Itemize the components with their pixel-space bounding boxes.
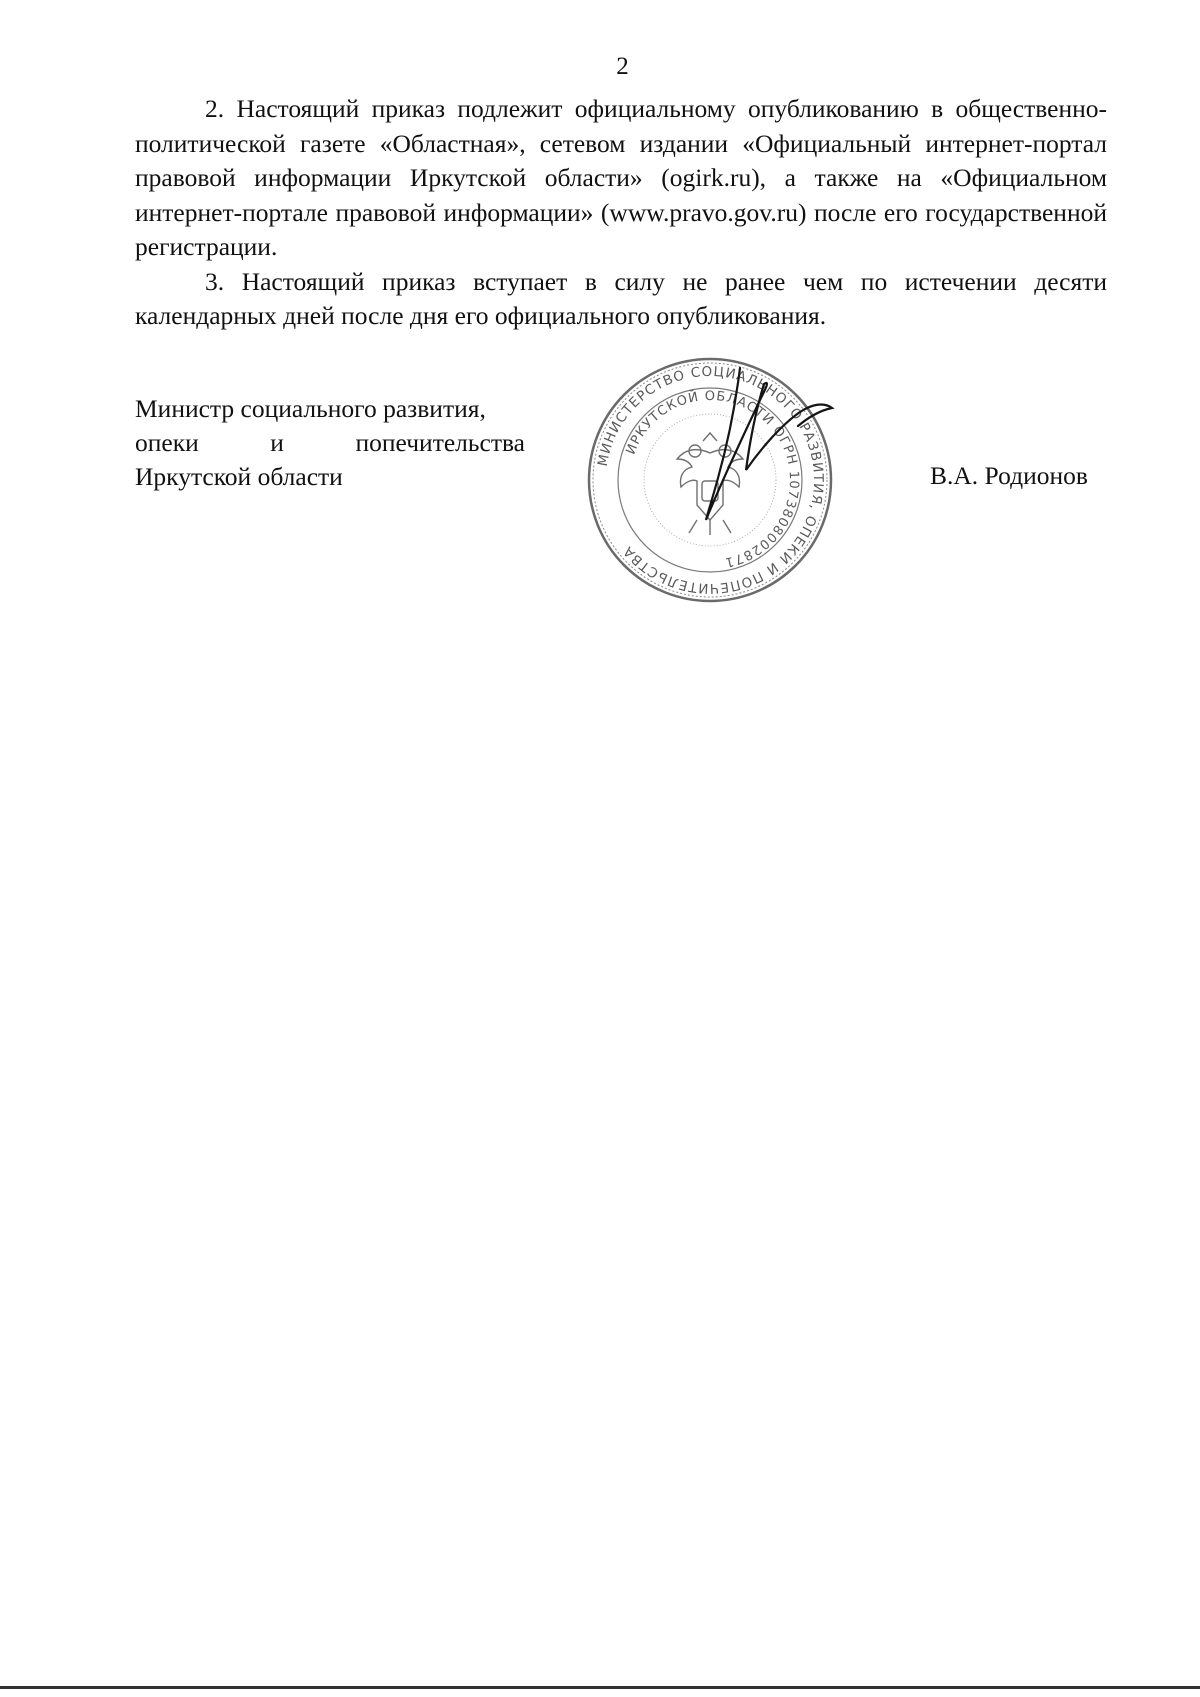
- page-number: 2: [616, 53, 629, 80]
- signer-name: В.А. Родионов: [930, 461, 1088, 490]
- signer-title-line: Иркутской области: [135, 462, 343, 491]
- seal-inner-text: ИРКУТСКОЙ ОБЛАСТИ ОГРН 1073808002871: [623, 388, 802, 570]
- signer-title: [135, 392, 525, 494]
- document-body: [135, 92, 1107, 334]
- signer-title-line: опеки и попечительства: [135, 428, 525, 457]
- seal-outer-text: МИНИСТЕРСТВО СОЦИАЛЬНОГО РАЗВИТИЯ, ОПЕКИ И ПОПЕЧИТЕЛЬСТВА: [594, 363, 827, 597]
- bottom-rule: [0, 1686, 1200, 1689]
- signature-icon: [700, 360, 860, 530]
- paragraph-effective-date: 3. Настоящий приказ вступает в силу не ранее чем по истечении десяти календарных дней после дня его официального опубликования.: [135, 266, 1107, 330]
- paragraph-publication: 2. Настоящий приказ подлежит официальному опубликованию в общественно-политической газете «Областная», сетевом издании «Официальный интернет-портал правовой информации Иркутской области» (ogirk.ru), а также на «Официальном интернет-портале правовой информации» (www.pravo.gov.ru) после его государственной регистрации.: [135, 94, 1107, 261]
- signer-title-line: Министр социального развития,: [135, 394, 486, 423]
